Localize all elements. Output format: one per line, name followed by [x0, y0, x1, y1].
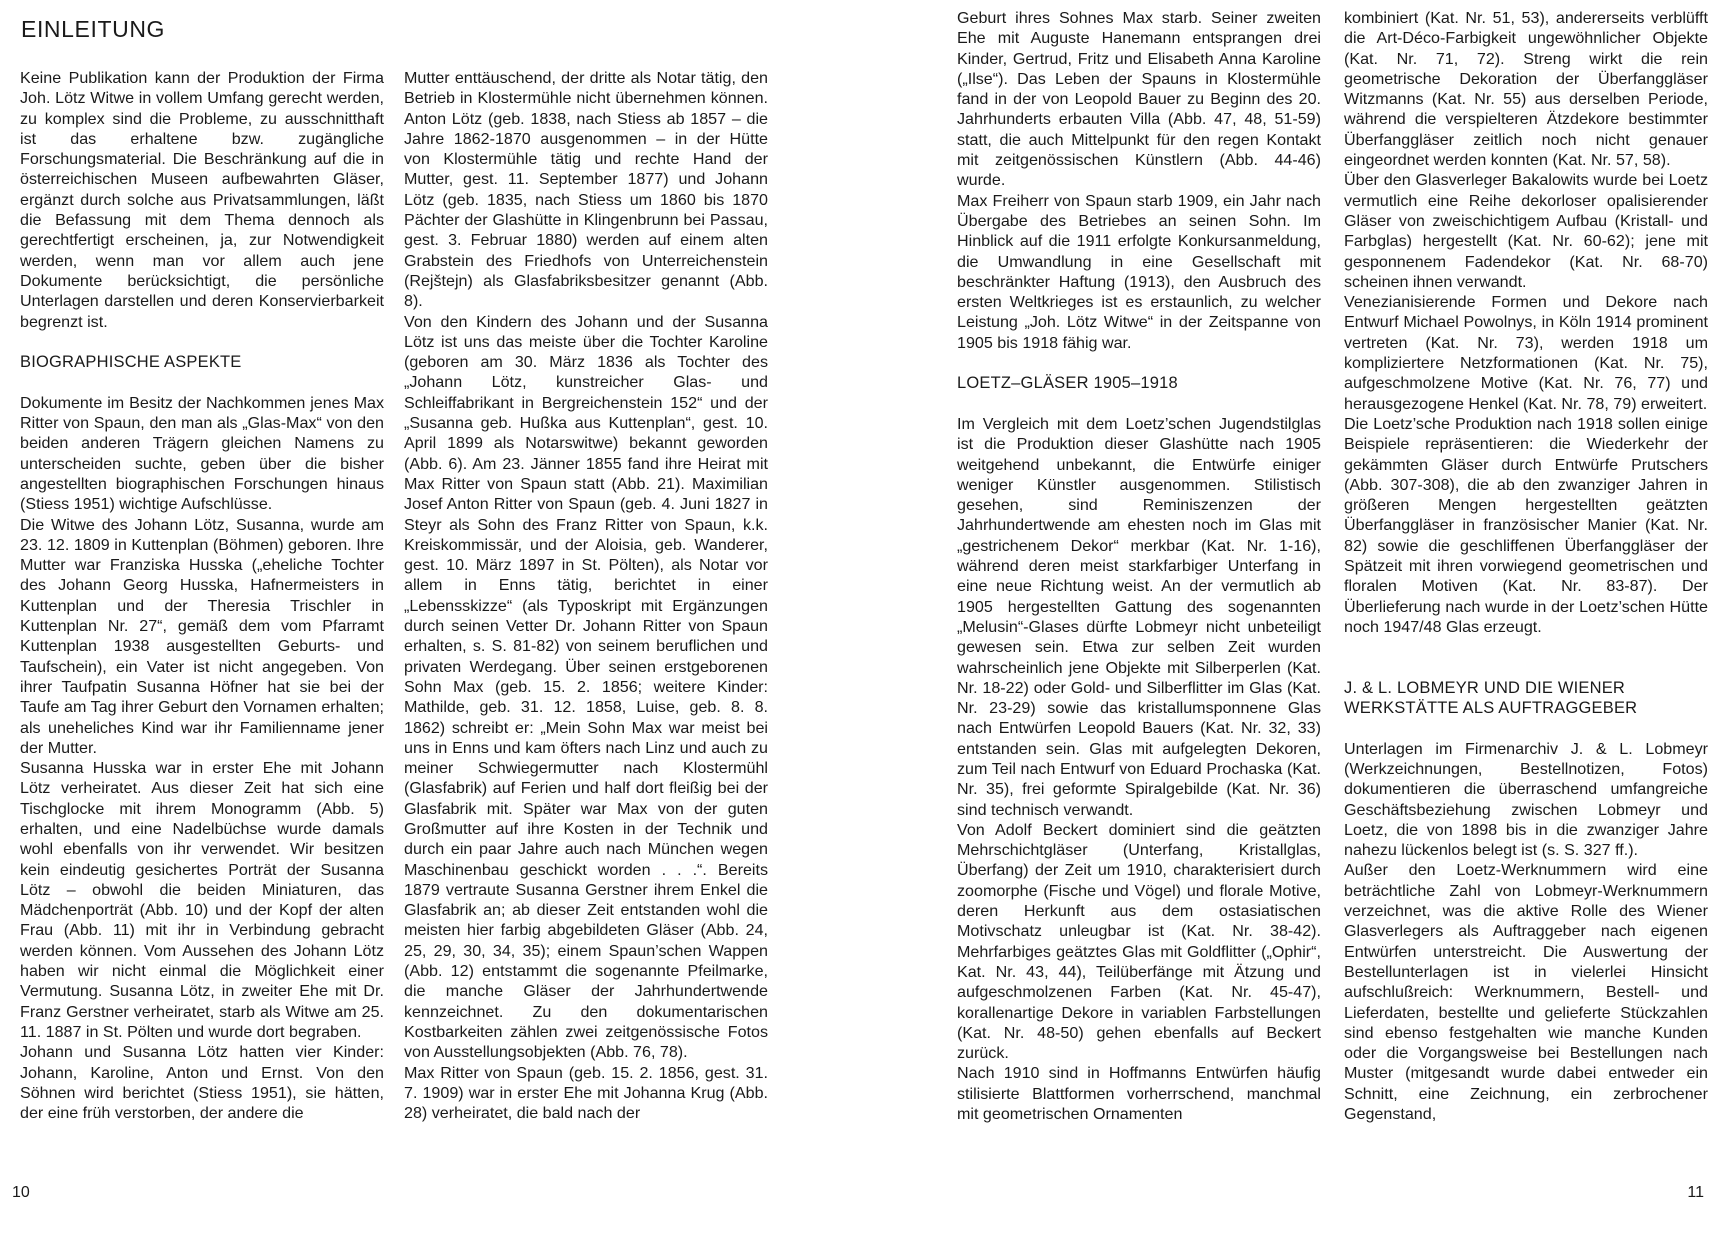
- paragraph: Von den Kindern des Johann und der Susanna Lötz ist uns das meiste über die Tochter Karoline (geboren am 30. März 1836 als Tochter des „Johann Lötz, kunstreicher Glas- und Schleiffabrikant in Bergreichenstein 152“ und der „Susanna geb. Hußka aus Kuttenplan“, gest. 10. April 1899 als Notarswitwe) bekannt geworden (Abb. 6). Am 23. Jänner 1855 fand ihre Heirat mit Max Ritter von Spaun statt (Abb. 21). Maximilian Josef Anton Ritter von Spaun (geb. 4. Juni 1827 in Steyr als Sohn des Franz Ritter von Spaun, k.k. Kreiskommissär, und der Aloisia, geb. Wanderer, gest. 10. März 1897 in St. Pölten), als Notar vor allem in Enns tätig, berichtet in einer „Lebensskizze“ (als Typoskript mit Ergänzungen durch seinen Vetter Dr. Johann Ritter von Spaun erhalten, s. S. 81-82) von seinem beruflichen und privaten Werdegang. Über seinen erstgeborenen Sohn Max (geb. 15. 2. 1856; weitere Kinder: Mathilde, geb. 31. 12. 1858, Luise, geb. 8. 8. 1862) schreibt er: „Mein Sohn Max war meist bei uns in Enns und kam öfters nach Linz und auch zu meiner Schwiegermutter nach Klostermühl (Glasfabrik) auf Ferien und half dort fleißig bei der Glasfabrik mit. Später war Max von der guten Großmutter auf ihre Kosten in der Technik und durch ein paar Jahre auch nach München wegen Maschinenbau geschickt worden . . .“. Bereits 1879 vertraute Susanna Gerstner ihrem Enkel die Glasfabrik an; ab dieser Zeit entstanden wohl die meisten hier farbig abgebildeten Gläser (Abb. 24, 25, 29, 30, 34, 35); einem Spaun’schen Wappen (Abb. 12) entstammt die sogenannte Pfeilmarke, die manche Gläser der Jahrhundertwende kennzeichnet. Zu den dokumentarischen Kostbarkeiten zählen zwei zeitgenössische Fotos von Ausstellungsobjekten (Abb. 76, 78).: [404, 312, 768, 1062]
- paragraph: Geburt ihres Sohnes Max starb. Seiner zweiten Ehe mit Auguste Hanemann entsprangen drei Kinder, Gertrud, Fritz und Elisabeth Anna Karoline („Ilse“). Das Leben der Spauns in Klostermühle fand in der von Leopold Bauer zu Beginn des 20. Jahrhunderts erbauten Villa (Abb. 47, 48, 51-59) statt, die auch Mittelpunkt für den regen Kontakt mit zeitgenössischen Künstlern (Abb. 44-46) wurde.: [957, 9, 1321, 190]
- paragraph: Johann und Susanna Lötz hatten vier Kinder: Johann, Karoline, Anton und Ernst. Von den Söhnen wird berichtet (Stiess 1951), sie hätten, der eine früh verstorben, der andere die: [20, 1043, 384, 1123]
- paragraph: Mutter enttäuschend, der dritte als Notar tätig, den Betrieb in Klostermühle nicht übernehmen können. Anton Lötz (geb. 1838, nach Stiess ab 1857 – die Jahre 1862-1870 ausgenommen – in der Hütte von Klostermühle tätig und rechte Hand der Mutter, gest. 11. September 1877) und Johann Lötz (geb. 1835, nach Stiess um 1860 bis 1870 Pächter der Glashütte in Klingenbrunn bei Passau, gest. 3. Februar 1880) werden auf einem alten Grabstein des Friedhofs von Unterreichenstein (Rejštejn) als Glasfabriksbesitzer genannt (Abb. 8).: [404, 69, 768, 311]
- text-column-1: [20, 68, 384, 1123]
- right-page: [860, 0, 1720, 1235]
- paragraph: kombiniert (Kat. Nr. 51, 53), andererseits verblüfft die Art-Déco-Farbigkeit ungewöhnlicher Objekte (Kat. Nr. 71, 72). Streng wirkt die rein geometrische Dekoration der Überfanggläser Witzmanns (Kat. Nr. 55) aus derselben Periode, während die verspielteren Ätzdekore bestimmter Überfanggläser zeitlich noch nicht genauer eingeordnet werden konnten (Kat. Nr. 57, 58).: [1344, 9, 1708, 170]
- section-heading-lobmeyr: J. & L. LOBMEYR UND DIE WIENER WERKSTÄTTE ALS AUFTRAGGEBER: [1344, 678, 1638, 718]
- paragraph: Max Ritter von Spaun (geb. 15. 2. 1856, gest. 31. 7. 1909) war in erster Ehe mit Johanna Krug (Abb. 28) verheiratet, die bald nach der: [404, 1063, 768, 1123]
- page-number: 10: [12, 1184, 30, 1201]
- page-number: 11: [1687, 1184, 1704, 1201]
- paragraph: Die Loetz’sche Produktion nach 1918 sollen einige Beispiele repräsentieren: die Wiederkehr der gekämmten Gläser durch Entwürfe Prutschers (Abb. 307-308), die ab den zwanziger Jahren in größeren Mengen hergestellten geätzten Überfanggläser in französischer Manier (Kat. Nr. 82) sowie die geschliffenen Überfanggläser der Spätzeit mit ihren vorwiegend geometrischen und floralen Motiven (Kat. Nr. 83-87). Der Überlieferung nach wurde in der Loetz’schen Hütte noch 1947/48 Glas erzeugt.: [1344, 414, 1708, 636]
- paragraph: Außer den Loetz-Werknummern wird eine beträchtliche Zahl von Lobmeyr-Werknummern verzeichnet, was die aktive Rolle des Wiener Glasverlegers als Auftraggeber nach eigenen Entwürfen unterstreicht. Die Auswertung der Bestellunterlagen ist in vielerlei Hinsicht aufschlußreich: Werknummern, Bestell- und Lieferdaten, bestellte und gelieferte Stückzahlen sind ebenso festgehalten wie manche Kunden oder die Vorgangsweise bei Bestellungen nach Muster (mitgesandt wurde dabei entweder ein Schnitt, eine Zeichnung, ein zerbrochener Gegenstand,: [1344, 861, 1708, 1124]
- paragraph: Die Witwe des Johann Lötz, Susanna, wurde am 23. 12. 1809 in Kuttenplan (Böhmen) geboren. Ihre Mutter war Franziska Husska („eheliche Tochter des Johann Georg Husska, Hafnermeisters in Kuttenplan und der Theresia Trischler in Kuttenplan Nr. 27“, gemäß dem vom Pfarramt Kuttenplan 1938 ausgestellten Geburts- und Taufschein), ein Vater ist nicht angegeben. Von ihrer Taufpatin Susanna Höfner hat sie bei der Taufe am Tag ihrer Geburt den Vornamen erhalten; als uneheliches Kind war ihr Familienname jener der Mutter.: [20, 515, 384, 757]
- paragraph: Max Freiherr von Spaun starb 1909, ein Jahr nach Übergabe des Betriebes an seinen Sohn. Im Hinblick auf die 1911 erfolgte Konkursanmeldung, die Umwandlung in eine Gesellschaft mit beschränkter Haftung (1913), den Ausbruch des ersten Weltkrieges ist es erstaunlich, zu welcher Leistung „Joh. Lötz Witwe“ in der Zeitspanne von 1905 bis 1918 fähig war.: [957, 191, 1321, 352]
- paragraph: Nach 1910 sind in Hoffmanns Entwürfen häufig stilisierte Blattformen vorherrschend, manchmal mit geometrischen Ornamenten: [957, 1064, 1321, 1124]
- paragraph: Von Adolf Beckert dominiert sind die geätzten Mehrschichtgläser (Unterfang, Kristallglas, Überfang) der Zeit um 1910, charakterisiert durch zoomorphe (Fische und Vögel) und florale Motive, deren Herkunft aus dem ostasiatischen Motivschatz unleugbar ist (Kat. Nr. 38-42). Mehrfarbiges geätztes Glas mit Goldflitter („Ophir“, Kat. Nr. 43, 44), Teilüberfänge mit Ätzung und aufgeschmolzenen Farben (Kat. Nr. 45-47), korallenartige Dekore in variablen Farbstellungen (Kat. Nr. 48-50) gehen ebenfalls auf Beckert zurück.: [957, 820, 1321, 1063]
- paragraph: Unterlagen im Firmenarchiv J. & L. Lobmeyr (Werkzeichnungen, Bestellnotizen, Fotos) dokumentieren die überraschend umfangreiche Geschäftsbeziehung zwischen Lobmeyr und Loetz, die von 1898 bis in die zwanziger Jahre nahezu lückenlos belegt ist (s. S. 327 ff.).: [1344, 739, 1708, 860]
- paragraph: Susanna Husska war in erster Ehe mit Johann Lötz verheiratet. Aus dieser Zeit hat sich eine Tischglocke mit ihrem Monogramm (Abb. 5) erhalten, und eine Nadelbüchse wurde damals wohl ebenfalls von ihr verwendet. Wir besitzen kein eindeutig gesichertes Porträt der Susanna Lötz – obwohl die beiden Miniaturen, das Mädchenporträt (Abb. 10) und der Kopf der alten Frau (Abb. 11) mit ihr in Verbindung gebracht werden können. Vom Aussehen des Johann Lötz haben wir nicht einmal die Möglichkeit einer Vermutung. Susanna Lötz, in zweiter Ehe mit Dr. Franz Gerstner verheiratet, starb als Witwe am 25. 11. 1887 in St. Pölten und wurde dort begraben.: [20, 759, 384, 1041]
- paragraph: Dokumente im Besitz der Nachkommen jenes Max Ritter von Spaun, den man als „Glas-Max“ von den beiden anderen Trägern gleichen Namens zu unterscheiden suchte, geben über die bisher angestellten biographischen Forschungen hinaus (Stiess 1951) wichtige Aufschlüsse.: [20, 393, 384, 514]
- paragraph: Über den Glasverleger Bakalowits wurde bei Loetz vermutlich eine Reihe dekorloser opalisierender Gläser von zweischichtigem Aufbau (Kristall- und Farbglas) hergestellt (Kat. Nr. 60-62); jene mit gesponnenem Fadendekor (Kat. Nr. 68-70) scheinen ihnen verwandt.: [1344, 171, 1708, 291]
- paragraph: Im Vergleich mit dem Loetz’schen Jugendstilglas ist die Produktion dieser Glashütte nach 1905 weitgehend unbekannt, die Entwürfe einiger weniger Künstler ausgenommen. Stilistisch gesehen, sind Reminiszenzen der Jahrhundertwende am ehesten noch im Glas mit „gestrichenem Dekor“ merkbar (Kat. Nr. 1-16), während deren meist starkfarbiger Unterfang in eine neue Richtung weist. An der vermutlich ab 1905 hergestellten Gattung des sogenannten „Melusin“-Glases dürfte Lobmeyr nicht unbeteiligt gewesen sein. Etwa zur selben Zeit wurden wahrscheinlich jene Objekte mit Silberperlen (Kat. Nr. 18-22) oder Gold- und Silberflitter im Glas (Kat. Nr. 23-29) sowie das kristallumsponnene Glas nach Entwürfen Leopold Bauers (Kat. Nr. 32, 33) entstanden sein. Glas mit aufgelegten Dekoren, zum Teil nach Entwurf von Eduard Prochaska (Kat. Nr. 35), frei geformte Spiralgebilde (Kat. Nr. 36) sind technisch verwandt.: [957, 414, 1321, 819]
- text-column-4: [1344, 8, 1708, 1124]
- section-heading-biographische-aspekte: BIOGRAPHISCHE ASPEKTE: [20, 353, 242, 372]
- paragraph: Keine Publikation kann der Produktion der Firma Joh. Lötz Witwe in vollem Umfang gerecht werden, zu komplex sind die Probleme, zu ausschnitthaft ist das erhaltene bzw. zugängliche Forschungsmaterial. Die Beschränkung auf die in österreichischen Museen aufbewahrten Gläser, ergänzt durch solche aus Privatsammlungen, läßt die Befassung mit dem Thema dennoch als gerechtfertigt erscheinen, ja, zur Notwendigkeit werden, wenn man vor allem auch jene Dokumente berücksichtigt, die persönliche Unterlagen darstellen und deren Konservierbarkeit begrenzt ist.: [20, 69, 384, 331]
- chapter-title: EINLEITUNG: [21, 16, 166, 42]
- text-column-2: [404, 68, 768, 1123]
- section-heading-loetz-glaeser: LOETZ–GLÄSER 1905–1918: [957, 374, 1178, 393]
- paragraph: Venezianisierende Formen und Dekore nach Entwurf Michael Powolnys, in Köln 1914 prominent vertreten (Kat. Nr. 73), werden 1918 um kompliziertere Netzformationen (Kat. Nr. 75), aufgeschmolzene Motive (Kat. Nr. 76, 77) und herausgezogene Henkel (Kat. Nr. 78, 79) erweitert.: [1344, 293, 1708, 413]
- text-column-3: [957, 8, 1321, 1124]
